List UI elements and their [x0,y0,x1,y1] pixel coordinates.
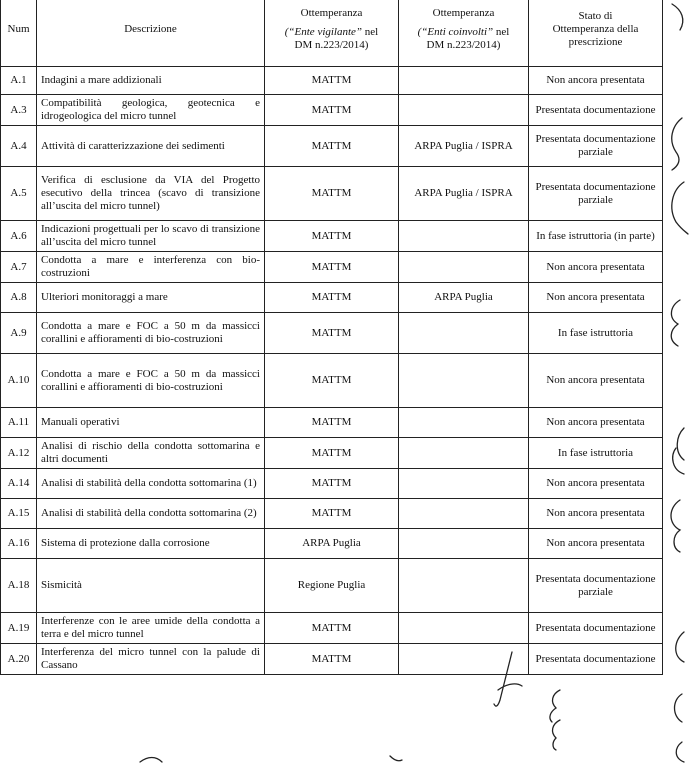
row-descrizione: Verifica di esclusione da VIA del Progetto esecutivo della trincea (scavo di transizione all’uscita del micro tunnel) [37,167,265,221]
row-num: A.18 [1,559,37,613]
bottom-mark-2 [390,756,402,761]
row-enti-coinvolti [399,252,529,283]
row-ente-vigilante: MATTM [265,613,399,644]
table-row [1,408,663,438]
row-stato: Presentata documentazione [529,644,663,675]
row-descrizione: Ulteriori monitoraggi a mare [37,283,265,313]
table-row [1,644,663,675]
margin-mark-3 [672,182,688,234]
row-ente-vigilante: Regione Puglia [265,559,399,613]
row-ente-vigilante: MATTM [265,252,399,283]
margin-mark-8 [676,632,684,662]
margin-mark-1 [672,4,683,30]
row-descrizione: Analisi di stabilità della condotta sottomarina (2) [37,499,265,529]
row-enti-coinvolti [399,499,529,529]
header-coinv-title: Ottemperanza [432,7,495,19]
header-stato-line2: Ottemperanza della [552,23,639,35]
table-row [1,559,663,613]
row-enti-coinvolti [399,221,529,252]
row-stato: Non ancora presentata [529,469,663,499]
header-ente-vigilante [265,0,399,67]
header-descrizione: Descrizione [37,0,265,67]
row-num: A.15 [1,499,37,529]
table-row [1,95,663,126]
header-ente-sub-rest: nel [362,26,379,38]
row-num: A.11 [1,408,37,438]
header-ente-title: Ottemperanza [300,7,363,19]
row-ente-vigilante: MATTM [265,469,399,499]
row-num: A.14 [1,469,37,499]
row-stato: Non ancora presentata [529,283,663,313]
row-num: A.20 [1,644,37,675]
row-descrizione: Analisi di stabilità della condotta sottomarina (1) [37,469,265,499]
header-coinv-sub2: DM n.223/2014) [426,39,501,51]
table-row [1,283,663,313]
row-num: A.1 [1,67,37,95]
row-num: A.4 [1,126,37,167]
table-row [1,354,663,408]
row-ente-vigilante: MATTM [265,438,399,469]
row-ente-vigilante: MATTM [265,95,399,126]
row-ente-vigilante: MATTM [265,644,399,675]
row-descrizione: Interferenze con le aree umide della condotta a terra e del micro tunnel [37,613,265,644]
header-stato [529,0,663,67]
row-enti-coinvolti [399,354,529,408]
row-num: A.5 [1,167,37,221]
row-ente-vigilante: MATTM [265,408,399,438]
row-stato: In fase istruttoria (in parte) [529,221,663,252]
row-num: A.9 [1,313,37,354]
table-row [1,252,663,283]
row-stato: Presentata documentazione [529,95,663,126]
margin-mark-2 [672,118,682,170]
table-row [1,529,663,559]
row-ente-vigilante: ARPA Puglia [265,529,399,559]
row-stato: Presentata documentazione [529,613,663,644]
row-descrizione: Sistema di protezione dalla corrosione [37,529,265,559]
table-header-row [1,0,663,67]
row-descrizione: Interferenza del micro tunnel con la palude di Cassano [37,644,265,675]
row-enti-coinvolti [399,559,529,613]
bracket-mark-2 [553,720,560,750]
row-stato: Non ancora presentata [529,529,663,559]
margin-mark-5 [677,428,684,460]
header-coinv-sub-rest: nel [493,26,510,38]
row-ente-vigilante: MATTM [265,67,399,95]
table-row [1,613,663,644]
row-stato: Non ancora presentata [529,499,663,529]
row-descrizione: Condotta a mare e FOC a 50 m da massicci corallini e affioramenti di bio-costruzioni [37,354,265,408]
row-enti-coinvolti [399,438,529,469]
row-enti-coinvolti [399,644,529,675]
row-descrizione: Sismicità [37,559,265,613]
header-ente-sub-italic: (“Ente vigilante” [284,26,363,38]
table-row [1,126,663,167]
row-enti-coinvolti [399,408,529,438]
header-stato-line3: prescrizione [568,36,623,48]
header-coinv-sub-italic: (“Enti coinvolti” [417,26,494,38]
header-num: Num [1,0,37,67]
header-coinv-sub [403,26,524,39]
header-ente-sub [269,26,394,39]
row-descrizione: Condotta a mare e interferenza con bio-costruzioni [37,252,265,283]
row-enti-coinvolti [399,613,529,644]
bracket-mark-1 [550,690,560,722]
table-row [1,167,663,221]
row-stato: Non ancora presentata [529,354,663,408]
bottom-mark-1 [140,758,162,763]
row-num: A.7 [1,252,37,283]
row-num: A.10 [1,354,37,408]
margin-mark-4 [671,300,680,346]
row-enti-coinvolti [399,469,529,499]
margin-mark-7 [671,500,680,552]
row-stato: Non ancora presentata [529,252,663,283]
table-row [1,221,663,252]
header-ente-sub2: DM n.223/2014) [294,39,369,51]
row-num: A.12 [1,438,37,469]
row-enti-coinvolti: ARPA Puglia / ISPRA [399,126,529,167]
row-stato: In fase istruttoria [529,313,663,354]
table-row [1,438,663,469]
row-enti-coinvolti [399,313,529,354]
row-descrizione: Analisi di rischio della condotta sottomarina e altri documenti [37,438,265,469]
header-stato-line1: Stato di [578,10,613,22]
row-stato: Presentata documentazione parziale [529,126,663,167]
margin-mark-10 [676,742,684,762]
row-enti-coinvolti [399,529,529,559]
row-descrizione: Indagini a mare addizionali [37,67,265,95]
row-ente-vigilante: MATTM [265,354,399,408]
row-num: A.16 [1,529,37,559]
row-stato: Presentata documentazione parziale [529,167,663,221]
row-num: A.6 [1,221,37,252]
row-descrizione: Attività di caratterizzazione dei sedimenti [37,126,265,167]
row-stato: Non ancora presentata [529,408,663,438]
row-ente-vigilante: MATTM [265,167,399,221]
row-ente-vigilante: MATTM [265,313,399,354]
row-ente-vigilante: MATTM [265,283,399,313]
row-stato: In fase istruttoria [529,438,663,469]
row-descrizione: Condotta a mare e FOC a 50 m da massicci corallini e affioramenti di bio-costruzioni [37,313,265,354]
header-enti-coinvolti [399,0,529,67]
row-descrizione: Indicazioni progettuali per lo scavo di transizione all’uscita del micro tunnel [37,221,265,252]
margin-mark-6 [673,448,684,474]
table-row [1,67,663,95]
row-stato: Non ancora presentata [529,67,663,95]
row-ente-vigilante: MATTM [265,221,399,252]
row-enti-coinvolti: ARPA Puglia / ISPRA [399,167,529,221]
row-ente-vigilante: MATTM [265,126,399,167]
row-descrizione: Manuali operativi [37,408,265,438]
row-enti-coinvolti [399,67,529,95]
margin-mark-9 [675,694,683,722]
row-stato: Presentata documentazione parziale [529,559,663,613]
row-enti-coinvolti: ARPA Puglia [399,283,529,313]
table-row [1,469,663,499]
row-num: A.8 [1,283,37,313]
row-descrizione: Compatibilità geologica, geotecnica e idrogeologica del micro tunnel [37,95,265,126]
row-num: A.3 [1,95,37,126]
row-num: A.19 [1,613,37,644]
row-ente-vigilante: MATTM [265,499,399,529]
row-enti-coinvolti [399,95,529,126]
table-row [1,313,663,354]
table-row [1,499,663,529]
